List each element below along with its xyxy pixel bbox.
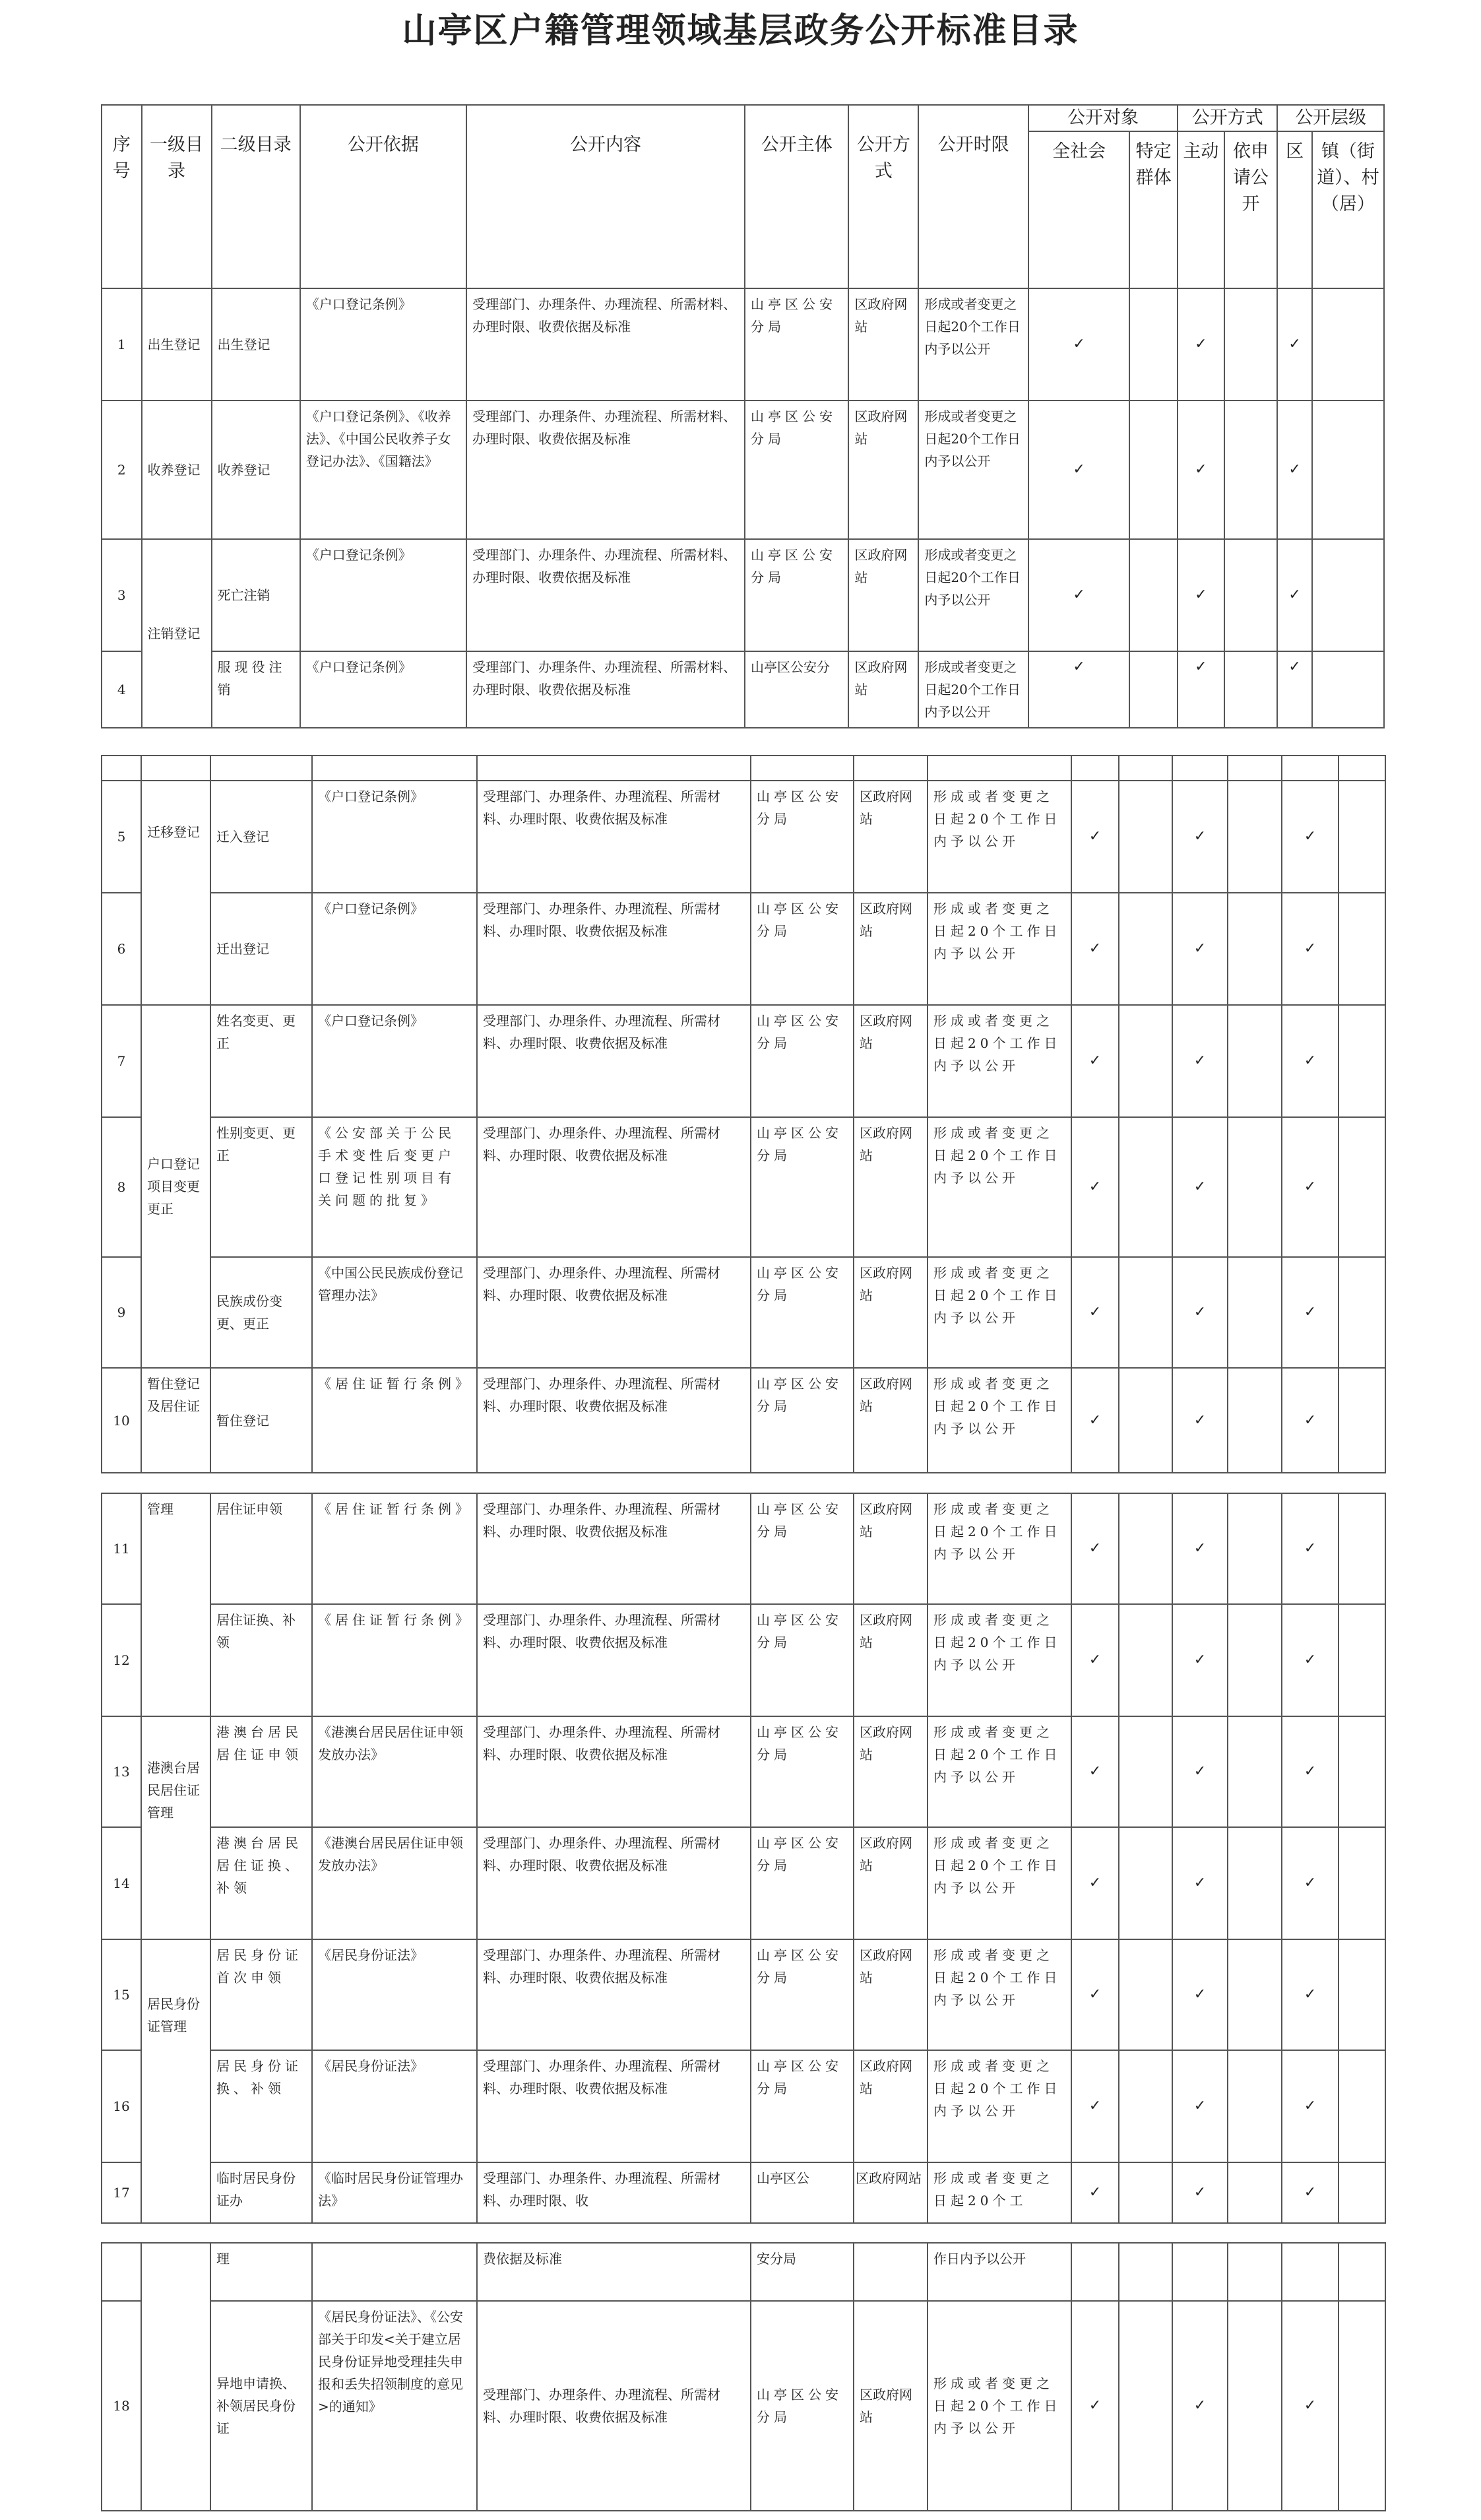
row-no — [102, 2243, 141, 2301]
row-no: 5 — [102, 781, 141, 893]
check-active: ✓ — [1172, 1604, 1228, 1716]
header-level1: 一级目录 — [142, 105, 212, 288]
check-on-request — [1228, 1939, 1282, 2050]
check-district: ✓ — [1282, 1939, 1339, 2050]
check-on-request — [1224, 539, 1278, 651]
row-deadline: 形成或者变更之日起20个工作日内予以公开 — [928, 1827, 1071, 1939]
check-all-society: ✓ — [1071, 1939, 1119, 2050]
row-level2: 民族成份变更、更正 — [210, 1257, 312, 1368]
row-deadline: 形成或者变更之日起20个工作日内予以公开 — [918, 288, 1028, 401]
header-audience: 公开对象 — [1028, 105, 1178, 131]
check-specific-group — [1119, 1005, 1172, 1117]
check-on-request — [1224, 401, 1278, 539]
check-town — [1312, 401, 1384, 539]
row-deadline: 形成或者变更之日起20个工作日内予以公开 — [928, 1257, 1071, 1368]
check-district: ✓ — [1282, 1827, 1339, 1939]
row-basis: 《居民身份证法》、《公安部关于印发<关于建立居民身份证异地受理挂失申报和丢失招领制度的意见>的通知》 — [312, 2301, 477, 2511]
row-basis: 《户口登记条例》 — [300, 651, 466, 728]
check-district: ✓ — [1282, 1604, 1339, 1716]
check-district: ✓ — [1282, 1005, 1339, 1117]
table-row — [102, 1005, 1385, 1117]
table-row — [102, 2050, 1385, 2162]
row-deadline: 形成或者变更之日起20个工作日内予以公开 — [928, 1604, 1071, 1716]
catalog-table-1 — [101, 104, 1385, 728]
check-all-society: ✓ — [1071, 2050, 1119, 2162]
row-level2: 理 — [210, 2243, 312, 2301]
check-specific-group — [1129, 401, 1178, 539]
row-level2: 居民身份证首次申领 — [210, 1939, 312, 2050]
check-town — [1339, 1827, 1385, 1939]
row-deadline: 形成或者变更之日起20个工作日内予以公开 — [928, 1005, 1071, 1117]
row-basis: 《港澳台居民居住证申领发放办法》 — [312, 1716, 477, 1827]
row-no: 10 — [102, 1368, 141, 1473]
check-district: ✓ — [1282, 1368, 1339, 1473]
row-level2: 暂住登记 — [210, 1368, 312, 1473]
row-no: 1 — [102, 288, 142, 401]
row-basis: 《居住证暂行条例》 — [312, 1493, 477, 1604]
row-deadline: 形成或者变更之日起20个工 — [928, 2162, 1071, 2223]
row-content: 受理部门、办理条件、办理流程、所需材料、办理时限、收费依据及标准 — [477, 1005, 751, 1117]
row-subject: 山亭区公安分局 — [745, 539, 848, 651]
catalog-table-3 — [101, 1493, 1386, 2224]
header-seq: 序号 — [102, 105, 142, 288]
row-level2: 死亡注销 — [212, 539, 300, 651]
check-town — [1339, 781, 1385, 893]
check-active: ✓ — [1172, 1827, 1228, 1939]
row-level1: 管理 — [141, 1493, 210, 1716]
check-town — [1312, 288, 1384, 401]
row-level1: 暂住登记及居住证 — [141, 1368, 210, 1473]
check-specific-group — [1119, 1117, 1172, 1257]
row-subject: 山亭区公安分局 — [751, 1939, 854, 2050]
check-all-society: ✓ — [1071, 1005, 1119, 1117]
row-basis — [312, 2243, 477, 2301]
row-subject: 山亭区公安分局 — [751, 2301, 854, 2511]
check-all-society: ✓ — [1028, 651, 1129, 728]
check-all-society: ✓ — [1028, 539, 1129, 651]
row-method: 区政府网站 — [854, 893, 928, 1005]
header-level2: 二级目录 — [212, 105, 300, 288]
row-content: 受理部门、办理条件、办理流程、所需材料、办理时限、收费依据及标准 — [477, 1117, 751, 1257]
check-on-request — [1228, 893, 1282, 1005]
row-no: 2 — [102, 401, 142, 539]
header-mode: 公开方式 — [1178, 105, 1277, 131]
row-basis: 《临时居民身份证管理办法》 — [312, 2162, 477, 2223]
check-specific-group — [1119, 2162, 1172, 2223]
check-all-society: ✓ — [1071, 1493, 1119, 1604]
row-content: 受理部门、办理条件、办理流程、所需材料、办理时限、收费依据及标准 — [477, 1493, 751, 1604]
header-deadline: 公开时限 — [918, 105, 1028, 288]
header-subject: 公开主体 — [745, 105, 848, 288]
row-deadline: 形成或者变更之日起20个工作日内予以公开 — [928, 893, 1071, 1005]
table-row — [102, 1827, 1385, 1939]
row-basis: 《居民身份证法》 — [312, 1939, 477, 2050]
row-level1: 收养登记 — [142, 401, 212, 539]
check-town — [1339, 1117, 1385, 1257]
header-district: 区 — [1277, 131, 1311, 288]
row-level2: 居住证申领 — [210, 1493, 312, 1604]
row-deadline: 形成或者变更之日起20个工作日内予以公开 — [928, 1368, 1071, 1473]
row-subject: 安分局 — [751, 2243, 854, 2301]
row-level1: 注销登记 — [142, 539, 212, 728]
check-specific-group — [1119, 2301, 1172, 2511]
row-basis: 《户口登记条例》 — [312, 1005, 477, 1117]
check-district: ✓ — [1277, 539, 1311, 651]
row-content: 受理部门、办理条件、办理流程、所需材料、办理时限、收费依据及标准 — [466, 651, 745, 728]
check-all-society: ✓ — [1071, 1604, 1119, 1716]
row-subject: 山亭区公安分局 — [751, 1716, 854, 1827]
row-method: 区政府网站 — [854, 1117, 928, 1257]
row-content: 受理部门、办理条件、办理流程、所需材料、办理时限、收费依据及标准 — [477, 1827, 751, 1939]
row-method: 区政府网站 — [848, 401, 918, 539]
row-basis: 《户口登记条例》 — [312, 893, 477, 1005]
row-deadline: 形成或者变更之日起20个工作日内予以公开 — [928, 2301, 1071, 2511]
check-active: ✓ — [1172, 781, 1228, 893]
header-content: 公开内容 — [466, 105, 745, 288]
row-subject: 山亭区公安分局 — [751, 1257, 854, 1368]
table-row — [102, 539, 1384, 651]
table-section-3 — [101, 1493, 1385, 2222]
check-district: ✓ — [1277, 288, 1311, 401]
row-deadline: 作日内予以公开 — [928, 2243, 1071, 2301]
row-content: 受理部门、办理条件、办理流程、所需材料、办理时限、收费依据及标准 — [477, 893, 751, 1005]
row-method: 区政府网站 — [854, 1493, 928, 1604]
row-deadline: 形成或者变更之日起20个工作日内予以公开 — [918, 539, 1028, 651]
row-content: 受理部门、办理条件、办理流程、所需材料、办理时限、收费依据及标准 — [466, 288, 745, 401]
table-section-2 — [101, 755, 1385, 1472]
check-all-society: ✓ — [1028, 401, 1129, 539]
check-specific-group — [1119, 1827, 1172, 1939]
check-on-request — [1224, 288, 1278, 401]
row-no: 14 — [102, 1827, 141, 1939]
row-deadline: 形成或者变更之日起20个工作日内予以公开 — [928, 781, 1071, 893]
row-content: 受理部门、办理条件、办理流程、所需材料、办理时限、收费依据及标准 — [477, 1939, 751, 2050]
row-no: 7 — [102, 1005, 141, 1117]
check-town — [1339, 1257, 1385, 1368]
row-subject: 山亭区公安分局 — [751, 893, 854, 1005]
row-basis: 《居民身份证法》 — [312, 2050, 477, 2162]
row-level1: 户口登记项目变更更正 — [141, 1005, 210, 1368]
check-town — [1339, 893, 1385, 1005]
row-method: 区政府网站 — [854, 1257, 928, 1368]
header-on-request: 依申请公开 — [1224, 131, 1278, 288]
row-deadline: 形成或者变更之日起20个工作日内予以公开 — [928, 1493, 1071, 1604]
catalog-table-2 — [101, 755, 1386, 1473]
row-content: 受理部门、办理条件、办理流程、所需材料、办理时限、收费依据及标准 — [477, 1604, 751, 1716]
check-specific-group — [1119, 1604, 1172, 1716]
row-deadline: 形成或者变更之日起20个工作日内予以公开 — [928, 1939, 1071, 2050]
table-row — [102, 2162, 1385, 2223]
check-active: ✓ — [1172, 1716, 1228, 1827]
check-on-request — [1228, 1604, 1282, 1716]
check-on-request — [1228, 1117, 1282, 1257]
row-method: 区政府网站 — [854, 2162, 928, 2223]
check-district: ✓ — [1282, 2162, 1339, 2223]
row-content: 受理部门、办理条件、办理流程、所需材料、办理时限、收费依据及标准 — [477, 2050, 751, 2162]
row-no: 3 — [102, 539, 142, 651]
row-level2: 港澳台居民居住证申领 — [210, 1716, 312, 1827]
table-row — [102, 288, 1384, 401]
check-all-society: ✓ — [1071, 1117, 1119, 1257]
row-content: 受理部门、办理条件、办理流程、所需材料、办理时限、收 — [477, 2162, 751, 2223]
check-on-request — [1228, 2162, 1282, 2223]
row-subject: 山亭区公安分局 — [751, 1117, 854, 1257]
check-on-request — [1228, 2050, 1282, 2162]
check-district: ✓ — [1282, 2050, 1339, 2162]
check-town — [1339, 1604, 1385, 1716]
check-active: ✓ — [1172, 2162, 1228, 2223]
check-specific-group — [1119, 1368, 1172, 1473]
row-method: 区政府网站 — [848, 539, 918, 651]
header-town: 镇（街道）、村（居） — [1312, 131, 1384, 288]
row-content: 受理部门、办理条件、办理流程、所需材料、办理时限、收费依据及标准 — [477, 2301, 751, 2511]
header-level: 公开层级 — [1277, 105, 1384, 131]
check-specific-group — [1119, 1716, 1172, 1827]
check-on-request — [1228, 1493, 1282, 1604]
table-row — [102, 1604, 1385, 1716]
row-deadline: 形成或者变更之日起20个工作日内予以公开 — [918, 401, 1028, 539]
check-all-society: ✓ — [1071, 2162, 1119, 2223]
check-active: ✓ — [1178, 539, 1224, 651]
row-level2: 居民身份证换、补领 — [210, 2050, 312, 2162]
row-basis: 《居住证暂行条例》 — [312, 1368, 477, 1473]
check-town — [1339, 1493, 1385, 1604]
row-no: 9 — [102, 1257, 141, 1368]
check-district: ✓ — [1282, 1257, 1339, 1368]
row-method: 区政府网站 — [854, 1368, 928, 1473]
check-active: ✓ — [1172, 1939, 1228, 2050]
check-district: ✓ — [1282, 1117, 1339, 1257]
row-level2: 迁入登记 — [210, 781, 312, 893]
table-row — [102, 651, 1384, 728]
table-row — [102, 401, 1384, 539]
row-content: 受理部门、办理条件、办理流程、所需材料、办理时限、收费依据及标准 — [466, 539, 745, 651]
row-subject: 山亭区公安分 — [745, 651, 848, 728]
row-level1: 出生登记 — [142, 288, 212, 401]
row-basis: 《公安部关于公民手术变性后变更户口登记性别项目有关问题的批复》 — [312, 1117, 477, 1257]
row-level1 — [141, 2243, 210, 2511]
row-subject: 山亭区公安分局 — [745, 288, 848, 401]
check-specific-group — [1119, 1257, 1172, 1368]
check-active: ✓ — [1172, 1257, 1228, 1368]
check-active: ✓ — [1178, 651, 1224, 728]
table-row — [102, 2301, 1385, 2511]
row-method: 区政府网站 — [854, 2050, 928, 2162]
row-content: 受理部门、办理条件、办理流程、所需材料、办理时限、收费依据及标准 — [477, 1257, 751, 1368]
check-all-society: ✓ — [1071, 1827, 1119, 1939]
check-town — [1339, 1716, 1385, 1827]
row-subject: 山亭区公 — [751, 2162, 854, 2223]
check-active: ✓ — [1178, 288, 1224, 401]
row-level2: 服现役注销 — [212, 651, 300, 728]
check-specific-group — [1119, 1939, 1172, 2050]
table-section-4 — [101, 2242, 1385, 2510]
check-on-request — [1228, 1368, 1282, 1473]
row-subject: 山亭区公安分局 — [751, 1493, 854, 1604]
row-level2: 港澳台居民居住证换、补领 — [210, 1827, 312, 1939]
table-row — [102, 1939, 1385, 2050]
row-basis: 《港澳台居民居住证申领发放办法》 — [312, 1827, 477, 1939]
row-no: 11 — [102, 1493, 141, 1604]
check-all-society: ✓ — [1071, 893, 1119, 1005]
check-on-request — [1224, 651, 1278, 728]
check-town — [1339, 1939, 1385, 2050]
row-content: 受理部门、办理条件、办理流程、所需材料、办理时限、收费依据及标准 — [477, 781, 751, 893]
table-section-1 — [101, 104, 1385, 720]
row-method: 区政府网站 — [854, 781, 928, 893]
row-method: 区政府网站 — [854, 1716, 928, 1827]
check-on-request — [1228, 2301, 1282, 2511]
row-basis: 《居住证暂行条例》 — [312, 1604, 477, 1716]
table-row — [102, 1716, 1385, 1827]
row-method: 区政府网站 — [854, 1827, 928, 1939]
row-no: 18 — [102, 2301, 141, 2511]
row-basis: 《中国公民民族成份登记管理办法》 — [312, 1257, 477, 1368]
row-level2: 收养登记 — [212, 401, 300, 539]
check-active: ✓ — [1172, 1005, 1228, 1117]
check-town — [1312, 651, 1384, 728]
check-district: ✓ — [1282, 781, 1339, 893]
spacer-row — [102, 756, 1385, 781]
row-level2: 居住证换、补领 — [210, 1604, 312, 1716]
check-town — [1339, 2301, 1385, 2511]
row-method: 区政府网站 — [854, 1939, 928, 2050]
page-title: 山亭区户籍管理领域基层政务公开标准目录 — [402, 11, 1079, 51]
row-content: 费依据及标准 — [477, 2243, 751, 2301]
check-town — [1339, 1368, 1385, 1473]
row-no: 16 — [102, 2050, 141, 2162]
row-level2: 迁出登记 — [210, 893, 312, 1005]
table-row-continuation — [102, 2243, 1385, 2301]
check-district: ✓ — [1277, 401, 1311, 539]
row-no: 13 — [102, 1716, 141, 1827]
row-content: 受理部门、办理条件、办理流程、所需材料、办理时限、收费依据及标准 — [466, 401, 745, 539]
row-level1: 港澳台居民居住证管理 — [141, 1716, 210, 1939]
check-specific-group — [1119, 781, 1172, 893]
header-all-society: 全社会 — [1028, 131, 1129, 288]
check-on-request — [1228, 1827, 1282, 1939]
check-town — [1339, 2050, 1385, 2162]
check-district: ✓ — [1282, 2301, 1339, 2511]
row-deadline: 形成或者变更之日起20个工作日内予以公开 — [928, 1117, 1071, 1257]
check-specific-group — [1119, 2050, 1172, 2162]
header-method: 公开方式 — [848, 105, 918, 288]
row-method: 区政府网站 — [854, 2301, 928, 2511]
row-level2: 出生登记 — [212, 288, 300, 401]
row-content: 受理部门、办理条件、办理流程、所需材料、办理时限、收费依据及标准 — [477, 1368, 751, 1473]
row-no: 12 — [102, 1604, 141, 1716]
row-deadline: 形成或者变更之日起20个工作日内予以公开 — [928, 1716, 1071, 1827]
row-deadline: 形成或者变更之日起20个工作日内予以公开 — [918, 651, 1028, 728]
table-row — [102, 1493, 1385, 1604]
row-no: 17 — [102, 2162, 141, 2223]
row-level2: 临时居民身份证办 — [210, 2162, 312, 2223]
check-on-request — [1228, 1257, 1282, 1368]
check-town — [1339, 1005, 1385, 1117]
row-method: 区政府网站 — [848, 651, 918, 728]
table-row — [102, 1257, 1385, 1368]
check-district: ✓ — [1282, 893, 1339, 1005]
check-district: ✓ — [1282, 1716, 1339, 1827]
row-method — [854, 2243, 928, 2301]
table-row — [102, 893, 1385, 1005]
row-subject: 山亭区公安分局 — [751, 781, 854, 893]
check-all-society: ✓ — [1028, 288, 1129, 401]
check-active: ✓ — [1172, 1117, 1228, 1257]
check-active: ✓ — [1172, 893, 1228, 1005]
row-level2: 异地申请换、补领居民身份证 — [210, 2301, 312, 2511]
check-all-society: ✓ — [1071, 781, 1119, 893]
check-active: ✓ — [1172, 1368, 1228, 1473]
row-subject: 山亭区公安分局 — [751, 1005, 854, 1117]
check-all-society: ✓ — [1071, 1368, 1119, 1473]
check-specific-group — [1119, 1493, 1172, 1604]
row-subject: 山亭区公安分局 — [751, 1827, 854, 1939]
check-active: ✓ — [1172, 2050, 1228, 2162]
check-specific-group — [1129, 288, 1178, 401]
row-no: 15 — [102, 1939, 141, 2050]
check-active: ✓ — [1172, 1493, 1228, 1604]
check-town — [1312, 539, 1384, 651]
row-subject: 山亭区公安分局 — [751, 1604, 854, 1716]
check-all-society: ✓ — [1071, 1257, 1119, 1368]
check-specific-group — [1129, 539, 1178, 651]
catalog-table-4 — [101, 2242, 1386, 2511]
check-district: ✓ — [1277, 651, 1311, 728]
check-specific-group — [1119, 893, 1172, 1005]
row-no: 8 — [102, 1117, 141, 1257]
header-specific-group: 特定群体 — [1129, 131, 1178, 288]
table-row — [102, 1368, 1385, 1473]
check-district: ✓ — [1282, 1493, 1339, 1604]
row-basis: 《户口登记条例》、《收养法》、《中国公民收养子女登记办法》、《国籍法》 — [300, 401, 466, 539]
row-subject: 山亭区公安分局 — [751, 2050, 854, 2162]
row-content: 受理部门、办理条件、办理流程、所需材料、办理时限、收费依据及标准 — [477, 1716, 751, 1827]
row-no: 6 — [102, 893, 141, 1005]
check-on-request — [1228, 1005, 1282, 1117]
check-active: ✓ — [1178, 401, 1224, 539]
row-level2: 性别变更、更正 — [210, 1117, 312, 1257]
row-method: 区政府网站 — [854, 1604, 928, 1716]
check-on-request — [1228, 1716, 1282, 1827]
check-active: ✓ — [1172, 2301, 1228, 2511]
check-on-request — [1228, 781, 1282, 893]
row-method: 区政府网站 — [854, 1005, 928, 1117]
table-row — [102, 781, 1385, 893]
check-all-society: ✓ — [1071, 1716, 1119, 1827]
row-no: 4 — [102, 651, 142, 728]
row-level1: 居民身份证管理 — [141, 1939, 210, 2223]
row-basis: 《户口登记条例》 — [300, 288, 466, 401]
check-all-society: ✓ — [1071, 2301, 1119, 2511]
check-specific-group — [1129, 651, 1178, 728]
row-subject: 山亭区公安分局 — [745, 401, 848, 539]
row-basis: 《户口登记条例》 — [300, 539, 466, 651]
table-row — [102, 1117, 1385, 1257]
row-level2: 姓名变更、更正 — [210, 1005, 312, 1117]
header-active: 主动 — [1178, 131, 1224, 288]
header-basis: 公开依据 — [300, 105, 466, 288]
row-method: 区政府网站 — [848, 288, 918, 401]
row-basis: 《户口登记条例》 — [312, 781, 477, 893]
row-subject: 山亭区公安分局 — [751, 1368, 854, 1473]
row-level1: 迁移登记 — [141, 781, 210, 1005]
row-deadline: 形成或者变更之日起20个工作日内予以公开 — [928, 2050, 1071, 2162]
check-town — [1339, 2162, 1385, 2223]
